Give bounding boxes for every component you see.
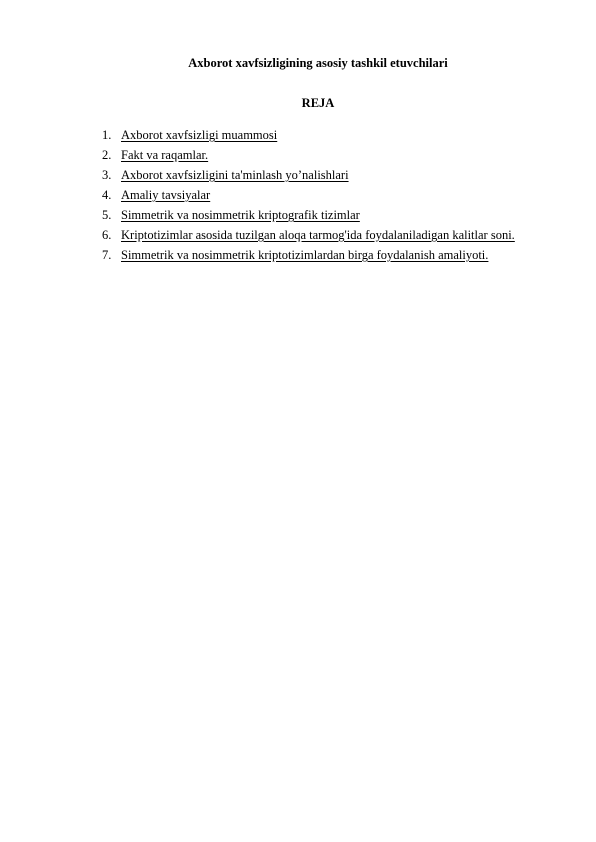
plan-item-5: [102, 205, 542, 225]
plan-item-6: [102, 225, 542, 245]
plan-item-number: 7.: [102, 248, 112, 262]
plan-item-link[interactable]: Simmetrik va nosimmetrik kriptografik tizimlar: [121, 208, 360, 222]
plan-heading: REJA: [301, 96, 335, 110]
plan-item-number: 1.: [102, 128, 112, 142]
plan-item-number: 2.: [102, 148, 112, 162]
document-title: Axborot xavfsizligining asosiy tashkil etuvchilari: [188, 56, 448, 70]
plan-item-4: [102, 185, 542, 205]
plan-item-link[interactable]: Axborot xavfsizligi muammosi: [121, 128, 278, 142]
plan-item-link[interactable]: Simmetrik va nosimmetrik kriptotizimlardan birga foydalanish amaliyoti.: [121, 248, 489, 262]
plan-item-link[interactable]: Axborot xavfsizligini ta'minlash yo’nalishlari: [121, 168, 349, 182]
plan-item-number: 4.: [102, 188, 112, 202]
plan-item-link[interactable]: Fakt va raqamlar.: [121, 148, 209, 162]
plan-item-number: 6.: [102, 228, 112, 242]
plan-item-7: [102, 245, 542, 265]
plan-item-3: [102, 165, 542, 185]
plan-item-number: 3.: [102, 168, 112, 182]
plan-item-number: 5.: [102, 208, 112, 222]
plan-item-1: [102, 125, 542, 145]
plan-item-link[interactable]: Kriptotizimlar asosida tuzilgan aloqa tarmog'ida foydalaniladigan kalitlar soni.: [121, 228, 515, 242]
plan-item-link[interactable]: Amaliy tavsiyalar: [121, 188, 211, 202]
plan-item-2: [102, 145, 542, 165]
plan-list: [102, 125, 542, 265]
